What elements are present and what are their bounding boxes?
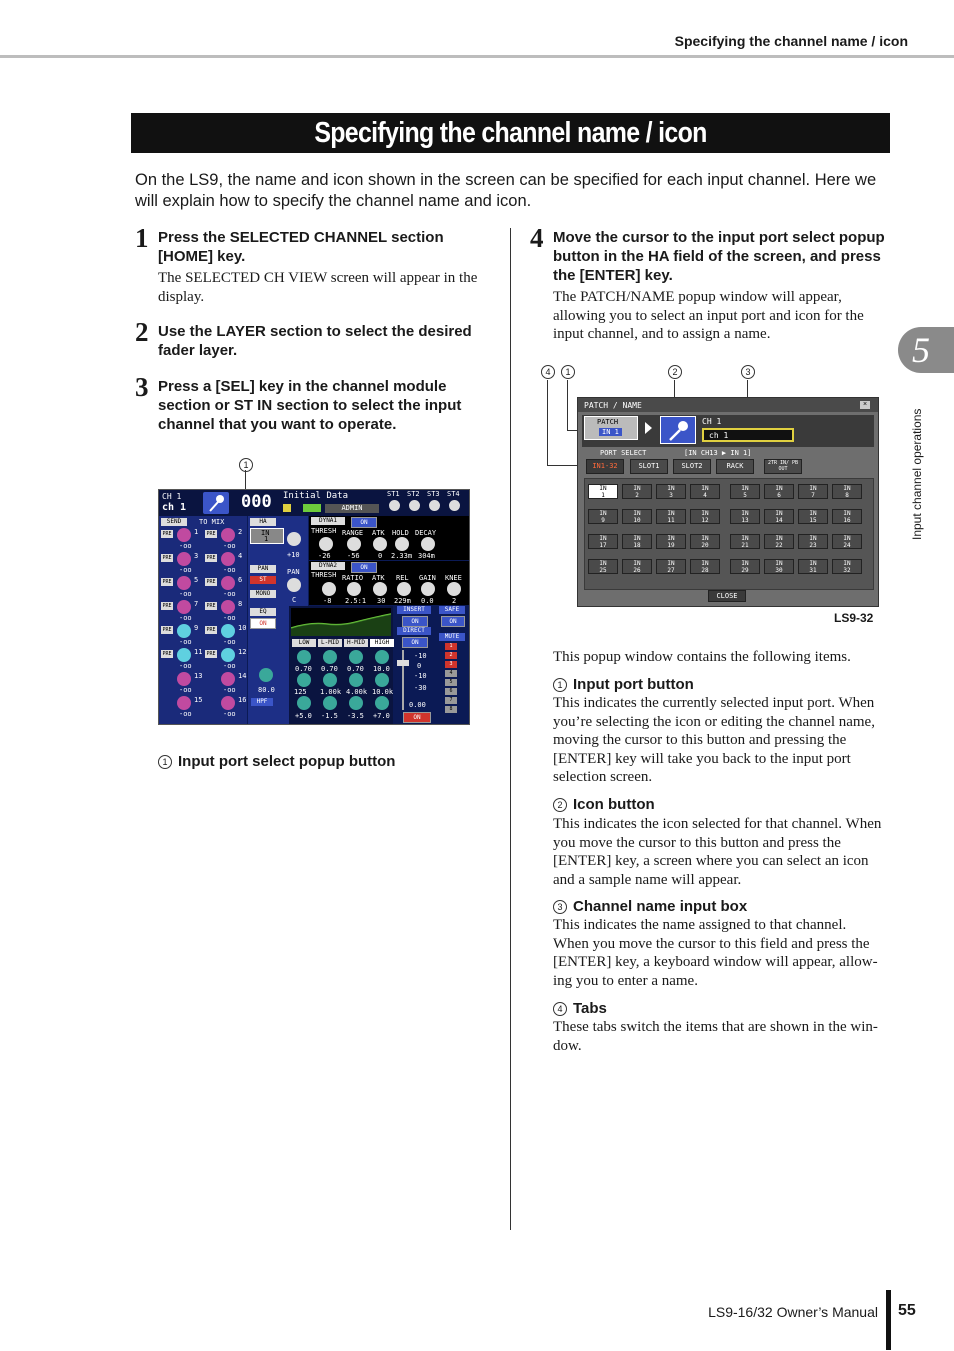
input-port-13[interactable]: IN 13 (730, 509, 760, 524)
send-number: 7 (194, 600, 199, 608)
callout-4-line (547, 380, 548, 465)
icon-button[interactable] (660, 416, 696, 444)
eq-freq-value: 125 (294, 688, 307, 696)
figure2-callout-3: 3 (741, 365, 755, 379)
item-1-heading: 1 Input port button (553, 676, 694, 693)
eq-q-value: 10.0 (373, 665, 390, 673)
eq-band-label[interactable]: HIGH (370, 639, 394, 647)
footer-bar (886, 1290, 891, 1350)
input-port-5[interactable]: IN 5 (730, 484, 760, 499)
column-divider (510, 228, 511, 1230)
dyna2-atk-label: ATK (372, 574, 385, 582)
input-port-30[interactable]: IN 30 (764, 559, 794, 574)
pre-badge[interactable]: PRE (206, 603, 216, 609)
step-4-heading: Move the cursor to the input port select popup button in the HA field of the screen, and press the [ENTER] key. (553, 229, 885, 284)
input-port-29[interactable]: IN 29 (730, 559, 760, 574)
eq-gain-value: -1.5 (321, 712, 338, 720)
input-port-9[interactable]: IN 9 (588, 509, 618, 524)
st4-knob (449, 500, 460, 511)
send-number: 11 (194, 648, 203, 656)
dyna2-knee-label: KNEE (445, 574, 462, 582)
model-label: LS9-32 (834, 611, 874, 625)
dyna1-decay-value: 304m (418, 552, 435, 560)
send-number: 4 (238, 552, 243, 560)
input-port-11[interactable]: IN 11 (656, 509, 686, 524)
dyna1-thresh-knob (319, 537, 333, 551)
input-port-6[interactable]: IN 6 (764, 484, 794, 499)
input-port-32[interactable]: IN 32 (832, 559, 862, 574)
dyna1-thresh-label: THRESH (311, 527, 337, 535)
send-level: -oo (179, 566, 192, 574)
st4-label: ST4 (447, 490, 460, 498)
send-number: 6 (238, 576, 243, 584)
eq-freq-knob[interactable] (375, 673, 389, 687)
send-knob[interactable] (221, 696, 235, 710)
send-level: -oo (223, 566, 236, 574)
send-number: 2 (238, 528, 243, 536)
eq-q-knob[interactable] (323, 650, 337, 664)
input-port-21[interactable]: IN 21 (730, 534, 760, 549)
eq-q-knob[interactable] (375, 650, 389, 664)
send-knob[interactable] (177, 696, 191, 710)
pre-badge[interactable]: PRE (162, 651, 172, 657)
fader-scale-0: -10 (414, 652, 427, 660)
mute-group-button[interactable]: 8 (445, 706, 457, 713)
ch-label: CH 1 (162, 492, 182, 501)
dyna2-knee-knob (447, 582, 461, 596)
input-port-2[interactable]: IN 2 (622, 484, 652, 499)
send-knob[interactable] (177, 624, 191, 638)
st1-knob (389, 500, 400, 511)
midi-indicator (303, 504, 321, 512)
mute-group-button[interactable]: 6 (445, 688, 457, 695)
dyna2-rel-label: REL (396, 574, 409, 582)
send-level: -oo (179, 614, 192, 622)
eq-freq-value: 1.00k (320, 688, 342, 696)
send-level: -oo (223, 662, 236, 670)
page-number: 55 (898, 1302, 916, 1319)
send-level: -oo (223, 542, 236, 550)
input-port-16[interactable]: IN 16 (832, 509, 862, 524)
pre-badge[interactable]: PRE (162, 579, 172, 585)
send-knob[interactable] (221, 600, 235, 614)
direct-on-button[interactable]: ON (402, 637, 428, 648)
eq-gain-value: +7.0 (373, 712, 390, 720)
send-knob[interactable] (221, 672, 235, 686)
send-level: -oo (179, 686, 192, 694)
send-number: 14 (238, 672, 247, 680)
scene-number: 000 (241, 492, 272, 512)
footer-manual-title: LS9-16/32 Owner’s Manual (708, 1304, 878, 1320)
safe-label: SAFE (439, 606, 465, 614)
step-3-number: 3 (135, 372, 149, 402)
user-badge: ADMIN (325, 504, 379, 513)
item-4-heading: 4 Tabs (553, 1000, 607, 1017)
send-level: -oo (179, 662, 192, 670)
send-level: -oo (223, 710, 236, 718)
step-1-number: 1 (135, 223, 149, 253)
pan-knob-label: PAN (287, 568, 300, 576)
pre-badge[interactable]: PRE (206, 651, 216, 657)
send-knob[interactable] (177, 552, 191, 566)
item-3-body: This indicates the name assigned to that channel. When you move the cursor to this field and press the [ENTER] key, a keyboard window will appear, allow-ing you to enter a name. (553, 917, 878, 989)
st2-knob (409, 500, 420, 511)
mute-group-button[interactable]: 3 (445, 661, 457, 668)
mute-group-button[interactable]: 7 (445, 697, 457, 704)
input-port-22[interactable]: IN 22 (764, 534, 794, 549)
mute-label: MUTE (439, 633, 465, 641)
gain-knob (287, 532, 301, 546)
mono-button[interactable]: MONO (250, 590, 276, 598)
fader-cap[interactable] (397, 660, 409, 666)
page-title: Specifying the channel name / icon (314, 117, 707, 149)
input-port-8[interactable]: IN 8 (832, 484, 862, 499)
input-port-button[interactable]: PATCH IN 1 (584, 416, 638, 440)
input-port-15[interactable]: IN 15 (798, 509, 828, 524)
dyna1-decay-label: DECAY (415, 529, 437, 537)
close-icon[interactable]: × (860, 401, 870, 409)
send-level: -oo (223, 638, 236, 646)
eq-label: EQ (250, 608, 276, 616)
eq-gain-knob[interactable] (323, 696, 337, 710)
hpf-value: 80.0 (258, 686, 275, 694)
send-number: 1 (194, 528, 199, 536)
input-port-31[interactable]: IN 31 (798, 559, 828, 574)
send-number: 13 (194, 672, 203, 680)
ch-label: CH 1 (702, 417, 722, 426)
dyna1-decay-knob (421, 537, 435, 551)
eq-q-knob[interactable] (349, 650, 363, 664)
dyna2-gain-label: GAIN (419, 574, 436, 582)
send-number: 8 (238, 600, 243, 608)
dyna2-thresh-value: -8 (323, 597, 332, 605)
step-2-number: 2 (135, 317, 149, 347)
dyna2-rel-value: 229m (394, 597, 411, 605)
item-4-body: These tabs switch the items that are shown in the win-dow. (553, 1019, 878, 1054)
st3-knob (429, 500, 440, 511)
step-4-body: The PATCH/NAME popup window will appear, allowing you to select an input port and icon for the input channel, and to assign a name. (553, 289, 864, 342)
input-port-18[interactable]: IN 18 (622, 534, 652, 549)
input-port-12[interactable]: IN 12 (690, 509, 720, 524)
dyna1-range-value: -56 (347, 552, 360, 560)
pan-knob (287, 578, 301, 592)
send-level: -oo (179, 590, 192, 598)
pre-badge[interactable]: PRE (206, 555, 216, 561)
send-number: 5 (194, 576, 199, 584)
send-number: 16 (238, 696, 247, 704)
chapter-side-label: Input channel operations (910, 408, 924, 540)
input-port-20[interactable]: IN 20 (690, 534, 720, 549)
fader-scale-2: -10 (414, 672, 427, 680)
close-button[interactable]: CLOSE (708, 590, 746, 602)
step-3-heading: Press a [SEL] key in the channel module section or ST IN section to select the input channel that you want to operate. (158, 378, 462, 433)
figure1-caption: 1 Input port select popup button (158, 753, 395, 770)
dyna1-atk-knob (373, 537, 387, 551)
gain-value: +10 (287, 551, 300, 559)
send-knob[interactable] (221, 576, 235, 590)
eq-q-value: 0.70 (321, 665, 338, 673)
figure2-callout-2: 2 (668, 365, 682, 379)
pre-badge[interactable]: PRE (162, 627, 172, 633)
send-number: 3 (194, 552, 199, 560)
send-knob[interactable] (177, 528, 191, 542)
pre-badge[interactable]: PRE (162, 603, 172, 609)
input-port-26[interactable]: IN 26 (622, 559, 652, 574)
eq-freq-value: 10.0k (372, 688, 394, 696)
dyna1-hold-value: 2.33m (391, 552, 413, 560)
tab-3[interactable]: RACK (716, 459, 754, 474)
r-indicator (283, 504, 291, 512)
pre-badge[interactable]: PRE (206, 531, 216, 537)
pan-value: C (292, 596, 297, 604)
channel-on-button[interactable]: ON (403, 712, 431, 723)
tab-2[interactable]: SLOT2 (673, 459, 711, 474)
figure2-callout-4: 4 (541, 365, 555, 379)
mute-group-button[interactable]: 5 (445, 679, 457, 686)
dyna2-label: DYNA2 (311, 562, 345, 570)
pre-badge[interactable]: PRE (206, 579, 216, 585)
port-select-label: PORT SELECT (600, 449, 647, 457)
channel-name-input[interactable]: ch 1 (702, 428, 794, 442)
pre-badge[interactable]: PRE (162, 531, 172, 537)
patch-name-popup (577, 397, 879, 607)
step-4-number: 4 (530, 223, 544, 253)
eq-freq-knob[interactable] (323, 673, 337, 687)
send-level: -oo (223, 614, 236, 622)
dyna1-range-knob (347, 537, 361, 551)
fader-track (402, 650, 404, 710)
input-port-3[interactable]: IN 3 (656, 484, 686, 499)
eq-freq-value: 4.00k (346, 688, 368, 696)
callout-1-line (567, 380, 568, 430)
ha-label: HA (250, 518, 276, 526)
item-2-body: This indicates the icon selected for that channel. When you move the cursor to this button and press the [ENTER] key, a screen where you can select an icon and a sample name will appear. (553, 816, 882, 888)
figure2-callout-1: 1 (561, 365, 575, 379)
dyna1-range-label: RANGE (342, 529, 364, 537)
send-level: -oo (179, 638, 192, 646)
step-1-heading: Press the SELECTED CHANNEL section [HOME] key. (158, 229, 444, 265)
dyna2-rel-knob (397, 582, 411, 596)
mute-group-button[interactable]: 2 (445, 652, 457, 659)
figure1-callout: 1 (239, 456, 253, 474)
header-rule (0, 55, 954, 58)
eq-gain-knob[interactable] (375, 696, 389, 710)
st3-label: ST3 (427, 490, 440, 498)
eq-q-value: 0.70 (295, 665, 312, 673)
eq-gain-value: +5.0 (295, 712, 312, 720)
input-port-19[interactable]: IN 19 (656, 534, 686, 549)
chapter-tab: 5 (898, 327, 954, 373)
dyna2-thresh-knob (322, 582, 336, 596)
to-mix-label: TO MIX (199, 518, 225, 526)
eq-band-label[interactable]: H-MID (344, 639, 368, 647)
dyna1-on-button[interactable]: ON (351, 517, 377, 528)
dyna1-label: DYNA1 (311, 517, 345, 525)
mute-group-button[interactable]: 4 (445, 670, 457, 677)
pan-label: PAN (250, 565, 276, 573)
port-select-info: [IN CH13 ▶ IN 1] (684, 449, 752, 457)
input-port-23[interactable]: IN 23 (798, 534, 828, 549)
send-number: 9 (194, 624, 199, 632)
items-intro: This popup window contains the following items. (553, 649, 851, 665)
dyna1-thresh-value: -26 (318, 552, 331, 560)
send-number: 12 (238, 648, 247, 656)
pre-badge[interactable]: PRE (162, 555, 172, 561)
dyna2-thresh-label: THRESH (311, 571, 337, 579)
arrow-right-icon (645, 422, 652, 434)
dyna2-atk-knob (373, 582, 387, 596)
eq-gain-value: -3.5 (347, 712, 364, 720)
dyna2-gain-knob (421, 582, 435, 596)
st1-label: ST1 (387, 490, 400, 498)
direct-label: DIRECT (397, 627, 431, 635)
selected-ch-view-screen (158, 489, 470, 725)
send-level: -oo (223, 686, 236, 694)
ch-name: ch 1 (162, 502, 187, 513)
dyna2-gain-value: 0.0 (421, 597, 434, 605)
input-port-select-button[interactable]: IN 1 (250, 528, 284, 544)
eq-band-label[interactable]: LOW (292, 639, 316, 647)
input-port-14[interactable]: IN 14 (764, 509, 794, 524)
dyna2-ratio-label: RATIO (342, 574, 364, 582)
send-number: 15 (194, 696, 203, 704)
eq-gain-knob[interactable] (349, 696, 363, 710)
insert-label: INSERT (397, 606, 431, 614)
safe-on-button[interactable]: ON (441, 616, 465, 627)
tab-4[interactable]: 2TR IN/ PB OUT (764, 459, 802, 474)
hpf-knob (259, 668, 273, 682)
input-port-28[interactable]: IN 28 (690, 559, 720, 574)
send-knob[interactable] (221, 624, 235, 638)
send-level: -oo (179, 542, 192, 550)
dyna1-atk-label: ATK (372, 529, 385, 537)
step-2-heading: Use the LAYER section to select the desired fader layer. (158, 323, 472, 359)
item-1-body: This indicates the currently selected input port. When you’re selecting the icon or editing the channel name, moving the cursor to this button and pressing the [ENTER] key will take you back to the input port selection screen. (553, 695, 875, 785)
input-port-17[interactable]: IN 17 (588, 534, 618, 549)
st-button[interactable]: ST (250, 576, 276, 584)
dyna2-on-button[interactable]: ON (351, 562, 377, 573)
eq-q-value: 0.70 (347, 665, 364, 673)
input-port-27[interactable]: IN 27 (656, 559, 686, 574)
st2-label: ST2 (407, 490, 420, 498)
item-2-heading: 2 Icon button (553, 796, 655, 813)
dyna2-atk-value: 30 (377, 597, 386, 605)
intro-paragraph: On the LS9, the name and icon shown in the screen can be specified for each input channel. Here we will explain how to specify the channel name and icon. (135, 171, 877, 210)
input-port-7[interactable]: IN 7 (798, 484, 828, 499)
hpf-button[interactable]: HPF (251, 698, 273, 706)
eq-q-knob[interactable] (297, 650, 311, 664)
send-knob[interactable] (221, 552, 235, 566)
dyna2-ratio-value: 2.5:1 (345, 597, 367, 605)
tab-0[interactable]: IN1-32 (586, 459, 624, 474)
input-port-4[interactable]: IN 4 (690, 484, 720, 499)
running-header: Specifying the channel name / icon (674, 33, 908, 49)
send-knob[interactable] (177, 576, 191, 590)
fader-value: 0.00 (409, 701, 426, 709)
send-knob[interactable] (177, 672, 191, 686)
item-3-heading: 3 Channel name input box (553, 898, 747, 915)
scene-name: Initial Data (283, 491, 349, 501)
tab-1[interactable]: SLOT1 (630, 459, 668, 474)
dyna1-hold-label: HOLD (392, 529, 409, 537)
send-level: -oo (223, 590, 236, 598)
input-port-24[interactable]: IN 24 (832, 534, 862, 549)
input-port-10[interactable]: IN 10 (622, 509, 652, 524)
step-1-body: The SELECTED CH VIEW screen will appear in the display. (158, 270, 478, 305)
eq-freq-knob[interactable] (297, 673, 311, 687)
eq-gain-knob[interactable] (297, 696, 311, 710)
send-level: -oo (179, 710, 192, 718)
eq-freq-knob[interactable] (349, 673, 363, 687)
send-knob[interactable] (177, 600, 191, 614)
dyna1-atk-value: 0 (378, 552, 383, 560)
insert-on-button[interactable]: ON (402, 616, 428, 627)
send-knob[interactable] (221, 528, 235, 542)
send-label: SEND (161, 518, 187, 526)
send-number: 10 (238, 624, 247, 632)
input-port-25[interactable]: IN 25 (588, 559, 618, 574)
pre-badge[interactable]: PRE (206, 627, 216, 633)
popup-title: PATCH / NAME (584, 401, 642, 410)
send-knob[interactable] (177, 648, 191, 662)
eq-band-label[interactable]: L-MID (318, 639, 342, 647)
dyna1-hold-knob (395, 537, 409, 551)
fader-scale-1: 0 (417, 662, 422, 670)
input-port-1[interactable]: IN 1 (588, 484, 618, 499)
mic-icon (203, 492, 229, 514)
dyna2-knee-value: 2 (452, 597, 457, 605)
mute-group-button[interactable]: 1 (445, 643, 457, 650)
eq-on-button[interactable]: ON (250, 618, 276, 629)
dyna2-ratio-knob (347, 582, 361, 596)
eq-curve-graph (291, 608, 391, 636)
fader-scale-3: -30 (414, 684, 427, 692)
send-knob[interactable] (221, 648, 235, 662)
